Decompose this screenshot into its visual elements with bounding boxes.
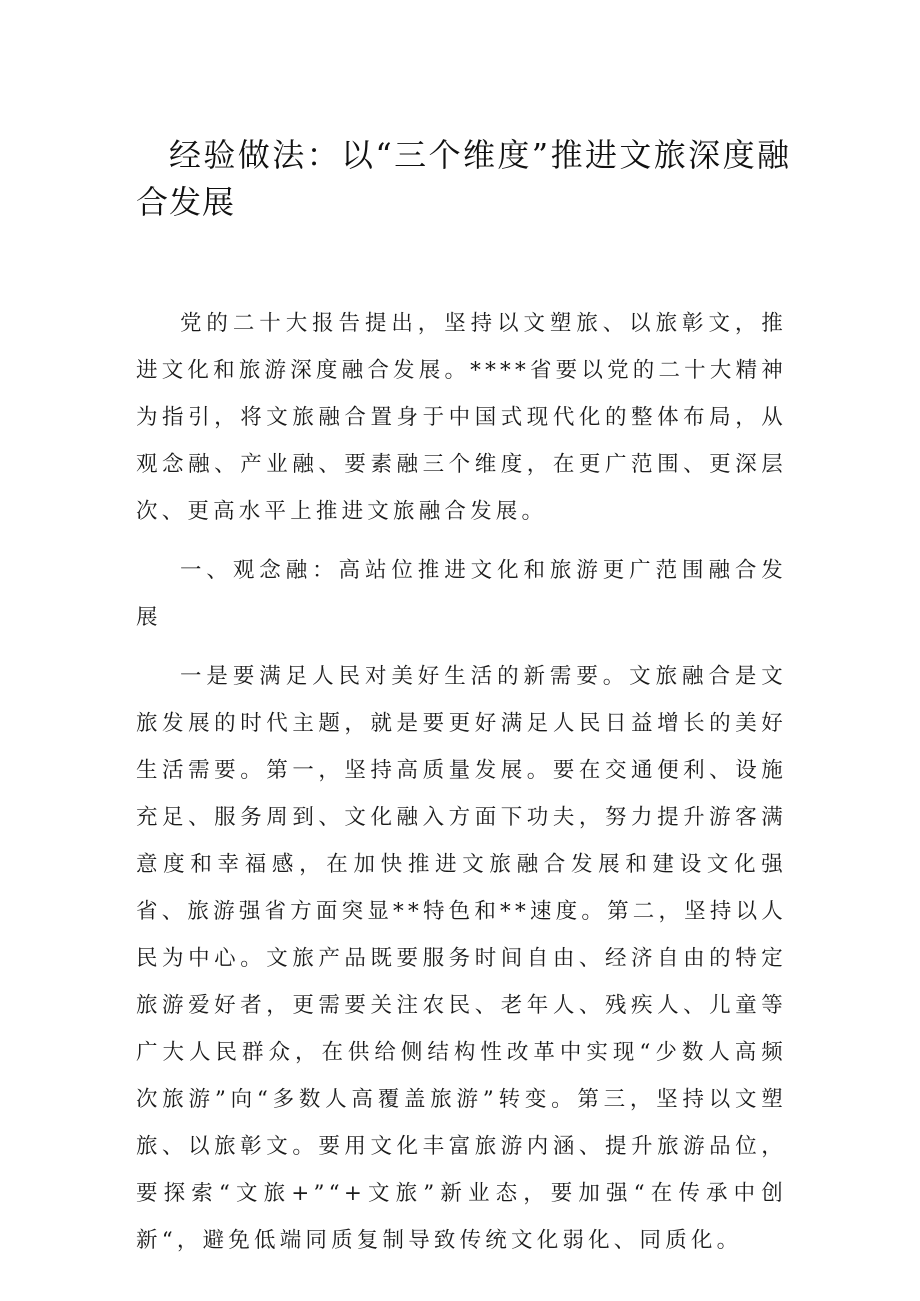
body-paragraph: 一是要满足人民对美好生活的新需要。文旅融合是文旅发展的时代主题，就是要更好满足人民日益增长的美好生活需要。第一，坚持高质量发展。要在交通便利、设施充足、服务周到、文化融入方面下功夫，努力提升游客满意度和幸福感，在加快推进文旅融合发展和建设文化强省、旅游强省方面突显**特色和**速度。第二，坚持以人民为中心。文旅产品既要服务时间自由、经济自由的特定旅游爱好者，更需要关注农民、老年人、残疾人、儿童等广大人民群众，在供给侧结构性改革中实现“少数人高频次旅游”向“多数人高覆盖旅游”转变。第三，坚持以文塑旅、以旅彰文。要用文化丰富旅游内涵、提升旅游品位，要探索“文旅+”“+文旅”新业态，要加强“在传承中创新“，避免低端同质复制导致传统文化弱化、同质化。 (136, 664, 787, 1253)
document-title: 经验做法：以“三个维度”推进文旅深度融合发展 (136, 136, 790, 221)
document-body (136, 300, 787, 1276)
intro-paragraph: 党的二十大报告提出，坚持以文塑旅、以旅彰文，推进文化和旅游深度融合发展。****省要以党的二十大精神为指引，将文旅融合置身于中国式现代化的整体布局，从观念融、产业融、要素融三个维度，在更广范围、更深层次、更高水平上推进文旅融合发展。 (136, 311, 787, 524)
section-heading: 一、观念融：高站位推进文化和旅游更广范围融合发展 (136, 558, 787, 630)
